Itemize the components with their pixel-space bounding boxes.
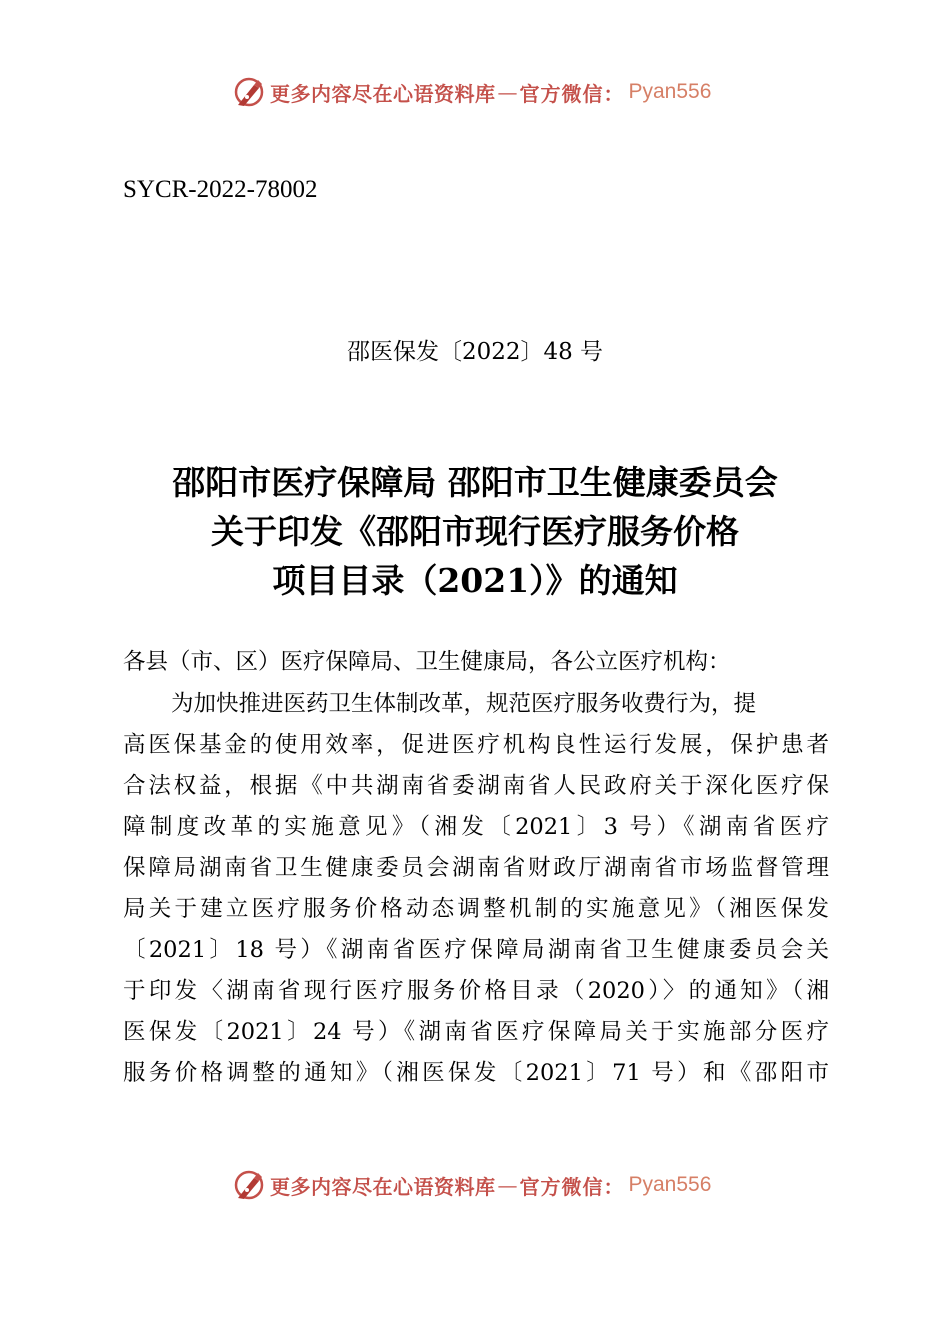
watermark-separator: — (497, 1173, 518, 1197)
watermark-wechat-id: Pyan556 (628, 1173, 712, 1196)
watermark-wechat-id: Pyan556 (628, 80, 712, 103)
watermark-separator: — (497, 80, 518, 104)
body-line: 保障局湖南省卫生健康委员会湖南省财政厅湖南省市场监督管理 (123, 855, 829, 881)
watermark-site-text: 更多内容尽在心语资料库 (270, 1174, 496, 1199)
body-line: 合法权益，根据《中共湖南省委湖南省人民政府关于深化医疗保 (123, 773, 829, 799)
body-paragraph (123, 684, 829, 1094)
body-line: 〔2021〕18 号）《湖南省医疗保障局湖南省卫生健康委员会关 (123, 937, 829, 963)
document-number: 邵医保发〔2022〕48 号 (346, 339, 604, 365)
addressee-line: 各县（市、区）医疗保障局、卫生健康局，各公立医疗机构： (123, 649, 731, 675)
watermark-wechat-label: 官方微信： (519, 81, 625, 106)
document-title (0, 458, 950, 605)
watermark-wechat-label: 官方微信： (519, 1174, 625, 1199)
pen-nib-icon (232, 1168, 266, 1202)
body-line: 为加快推进医药卫生体制改革，规范医疗服务收费行为，提 (171, 691, 757, 717)
pen-nib-icon (232, 75, 266, 109)
body-line: 服务价格调整的通知》（湘医保发〔2021〕71 号）和《邵阳市 (123, 1060, 829, 1086)
watermark-banner-top (232, 74, 711, 110)
title-line-2: 关于印发《邵阳市现行医疗服务价格 (211, 512, 739, 551)
body-line: 局关于建立医疗服务价格动态调整机制的实施意见》（湘医保发 (123, 896, 829, 922)
body-line: 障制度改革的实施意见》（湘发〔2021〕3 号）《湖南省医疗 (123, 814, 829, 840)
body-line: 于印发〈湖南省现行医疗服务价格目录（2020）〉的通知》（湘 (123, 978, 829, 1004)
body-line: 高医保基金的使用效率，促进医疗机构良性运行发展，保护患者 (123, 732, 829, 758)
title-line-3: 项目目录（2021）》的通知 (272, 561, 678, 600)
title-line-1: 邵阳市医疗保障局 邵阳市卫生健康委员会 (172, 463, 778, 502)
watermark-banner-bottom (232, 1167, 711, 1203)
document-code: SYCR-2022-78002 (123, 176, 318, 203)
watermark-site-text: 更多内容尽在心语资料库 (270, 81, 496, 106)
body-line: 医保发〔2021〕24 号）《湖南省医疗保障局关于实施部分医疗 (123, 1019, 829, 1045)
